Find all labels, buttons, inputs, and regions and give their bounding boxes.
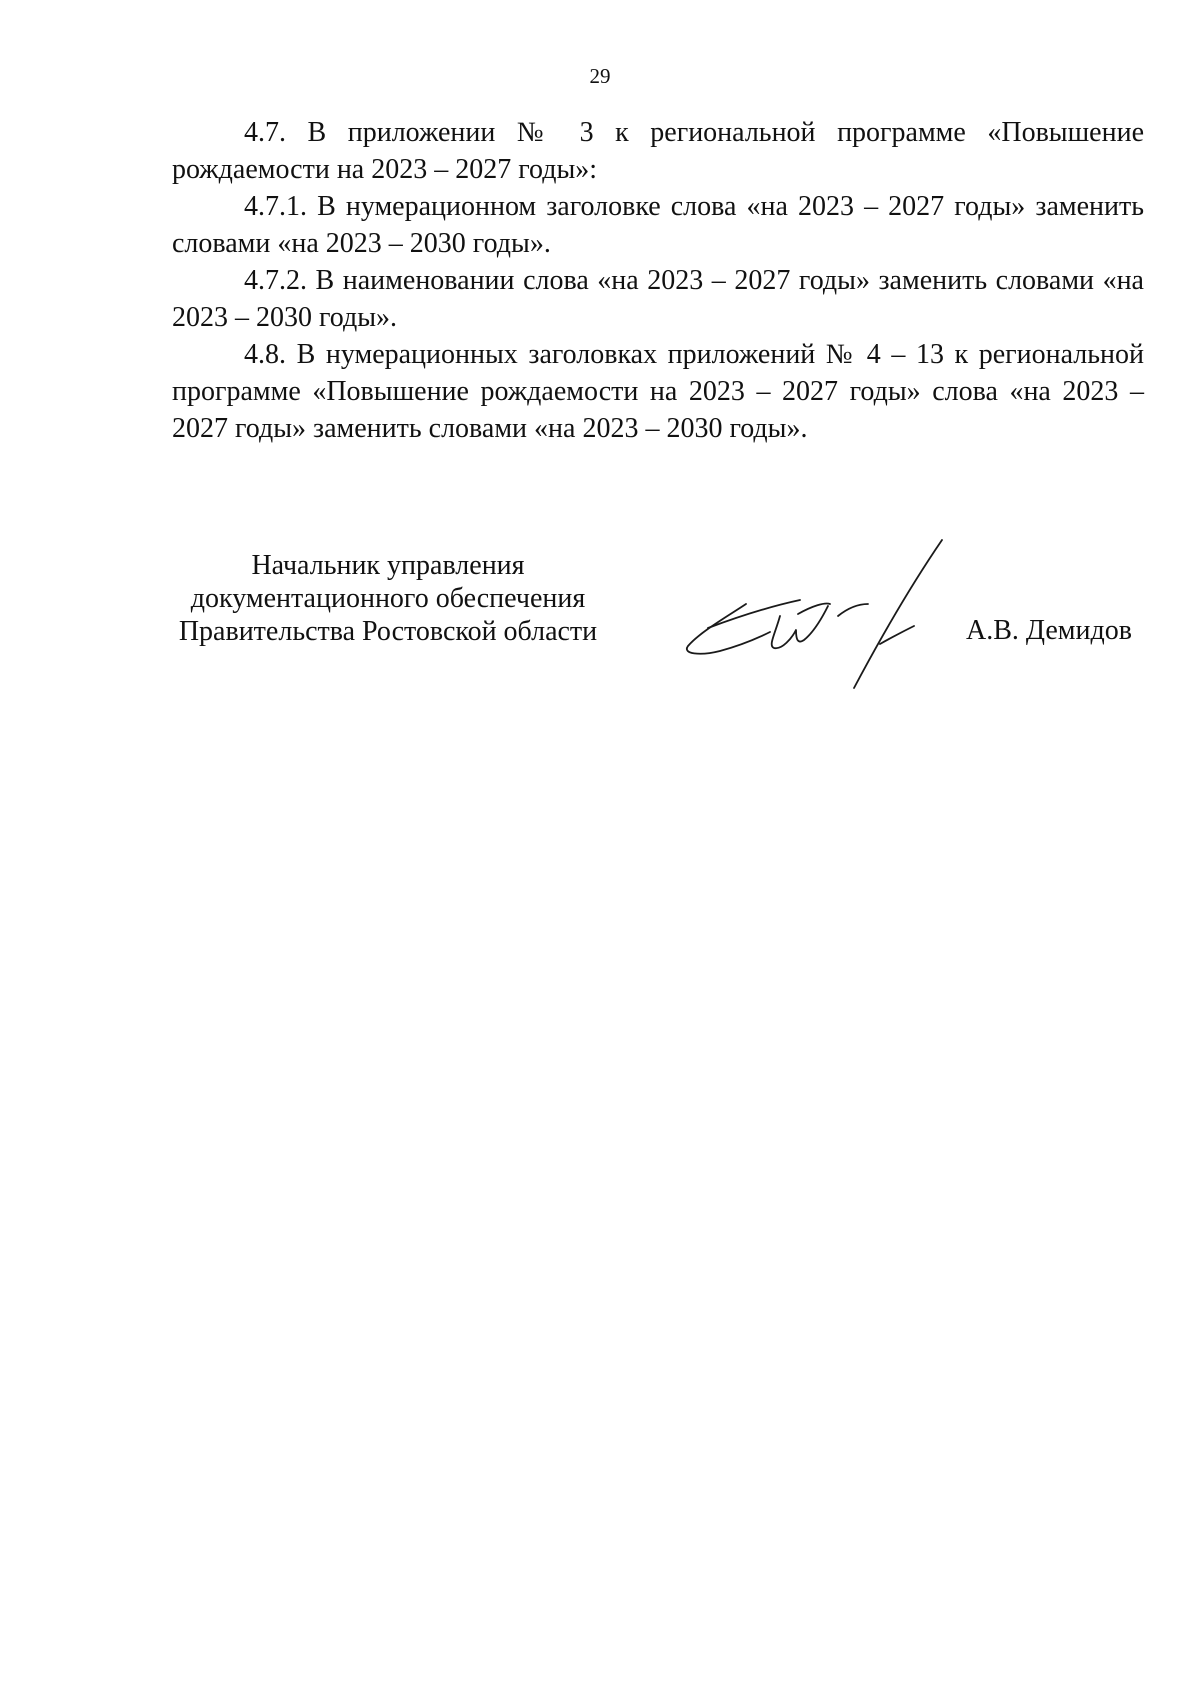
paragraph-4-8: 4.8. В нумерационных заголовках приложений № 4 – 13 к региональной программе «Повышение рождаемости на 2023 – 2027 годы» слова «на 2023 – 2027 годы» заменить словами «на 2023 – 2030 годы». (172, 339, 1144, 444)
signature-stroke (708, 600, 800, 628)
position-line: Начальник управления (251, 550, 525, 581)
paragraph-4-7: 4.7. В приложении № 3 к региональной программе «Повышение рождаемости на 2023 – 2027 годы»: (172, 117, 1144, 185)
signer-name: А.В. Демидов (966, 615, 1132, 646)
position-line: Правительства Ростовской области (178, 616, 598, 647)
paragraph-4-7-2: 4.7.2. В наименовании слова «на 2023 – 2027 годы» заменить словами «на 2023 – 2030 годы». (172, 265, 1144, 333)
page-number: 29 (589, 64, 611, 88)
signature-stroke (880, 626, 914, 644)
document-body (172, 114, 1144, 447)
signatory-position (172, 549, 604, 648)
signature-stroke (838, 604, 868, 616)
handwritten-signature (680, 534, 970, 694)
signature-stroke (854, 540, 942, 688)
paragraph-4-7-1: 4.7.1. В нумерационном заголовке слова «на 2023 – 2027 годы» заменить словами «на 2023 – 2030 годы». (172, 191, 1144, 259)
position-line: документационного обеспечения (190, 583, 586, 614)
